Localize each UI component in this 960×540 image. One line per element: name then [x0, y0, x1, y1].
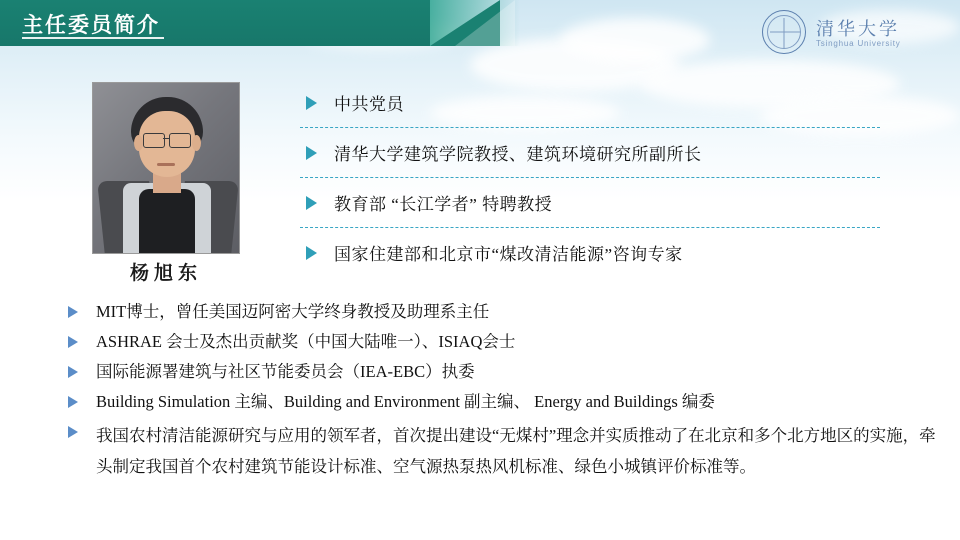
list-item — [58, 330, 938, 354]
portrait-photo — [92, 82, 240, 254]
list-item — [58, 390, 938, 414]
list-item-label: 清华大学建筑学院教授、建筑环境研究所副所长 — [334, 145, 702, 164]
list-item-label: 教育部 “长江学者” 特聘教授 — [334, 195, 553, 214]
list-item — [58, 360, 938, 384]
arrow-bullet-icon — [306, 196, 317, 210]
list-item — [300, 178, 880, 228]
cloud-decoration — [560, 18, 710, 62]
university-logo — [762, 10, 942, 56]
arrow-bullet-icon — [68, 396, 78, 408]
top-bullet-list — [300, 78, 880, 277]
person-name: 杨旭东 — [129, 263, 202, 284]
photo-glasses-bridge — [163, 138, 169, 139]
arrow-bullet-icon — [68, 426, 78, 438]
list-item-label: 国家住建部和北京市“煤改清洁能源”咨询专家 — [334, 245, 683, 264]
photo-sweater — [139, 189, 195, 254]
list-item — [58, 300, 938, 324]
list-item-label: 中共党员 — [334, 95, 404, 114]
list-item-label: Building Simulation 主编、Building and Environment 副主编、 Energy and Buildings 编委 — [96, 392, 715, 411]
list-item — [300, 78, 880, 128]
title-bar-wedge-accent — [455, 0, 515, 46]
logo-en-name: Tsinghua University — [816, 39, 901, 48]
list-item-label: 国际能源署建筑与社区节能委员会（IEA-EBC）执委 — [96, 362, 475, 381]
list-item-label: ASHRAE 会士及杰出贡献奖（中国大陆唯一）、ISIAQ会士 — [96, 332, 516, 351]
arrow-bullet-icon — [68, 336, 78, 348]
photo-ear-right — [192, 135, 201, 151]
title-underline — [22, 37, 164, 39]
list-item — [300, 128, 880, 178]
list-item-label: 我国农村清洁能源研究与应用的领军者，首次提出建设“无煤村”理念并实质推动了在北京和多个北方地区的实施，牵头制定我国首个农村建筑节能设计标准、空气源热泵热风机标准、绿色小城镇评价标准等。 — [96, 426, 936, 476]
logo-cn-name: 清华大学 — [816, 19, 900, 39]
arrow-bullet-icon — [306, 146, 317, 160]
arrow-bullet-icon — [306, 246, 317, 260]
arrow-bullet-icon — [68, 366, 78, 378]
arrow-bullet-icon — [68, 306, 78, 318]
seal-spoke-vertical — [784, 18, 785, 48]
bottom-bullet-list — [58, 300, 938, 488]
seal-spoke-horizontal — [770, 32, 800, 33]
tsinghua-seal-icon — [762, 10, 806, 54]
photo-glasses-right — [169, 133, 191, 148]
page-title: 主任委员简介 — [22, 14, 160, 37]
list-item-label: MIT博士，曾任美国迈阿密大学终身教授及助理系主任 — [96, 302, 490, 321]
list-item — [300, 228, 880, 277]
photo-glasses-left — [143, 133, 165, 148]
slide-title-bar — [0, 0, 520, 46]
photo-ear-left — [134, 135, 143, 151]
arrow-bullet-icon — [306, 96, 317, 110]
photo-mouth — [157, 163, 175, 166]
list-item — [58, 420, 938, 482]
